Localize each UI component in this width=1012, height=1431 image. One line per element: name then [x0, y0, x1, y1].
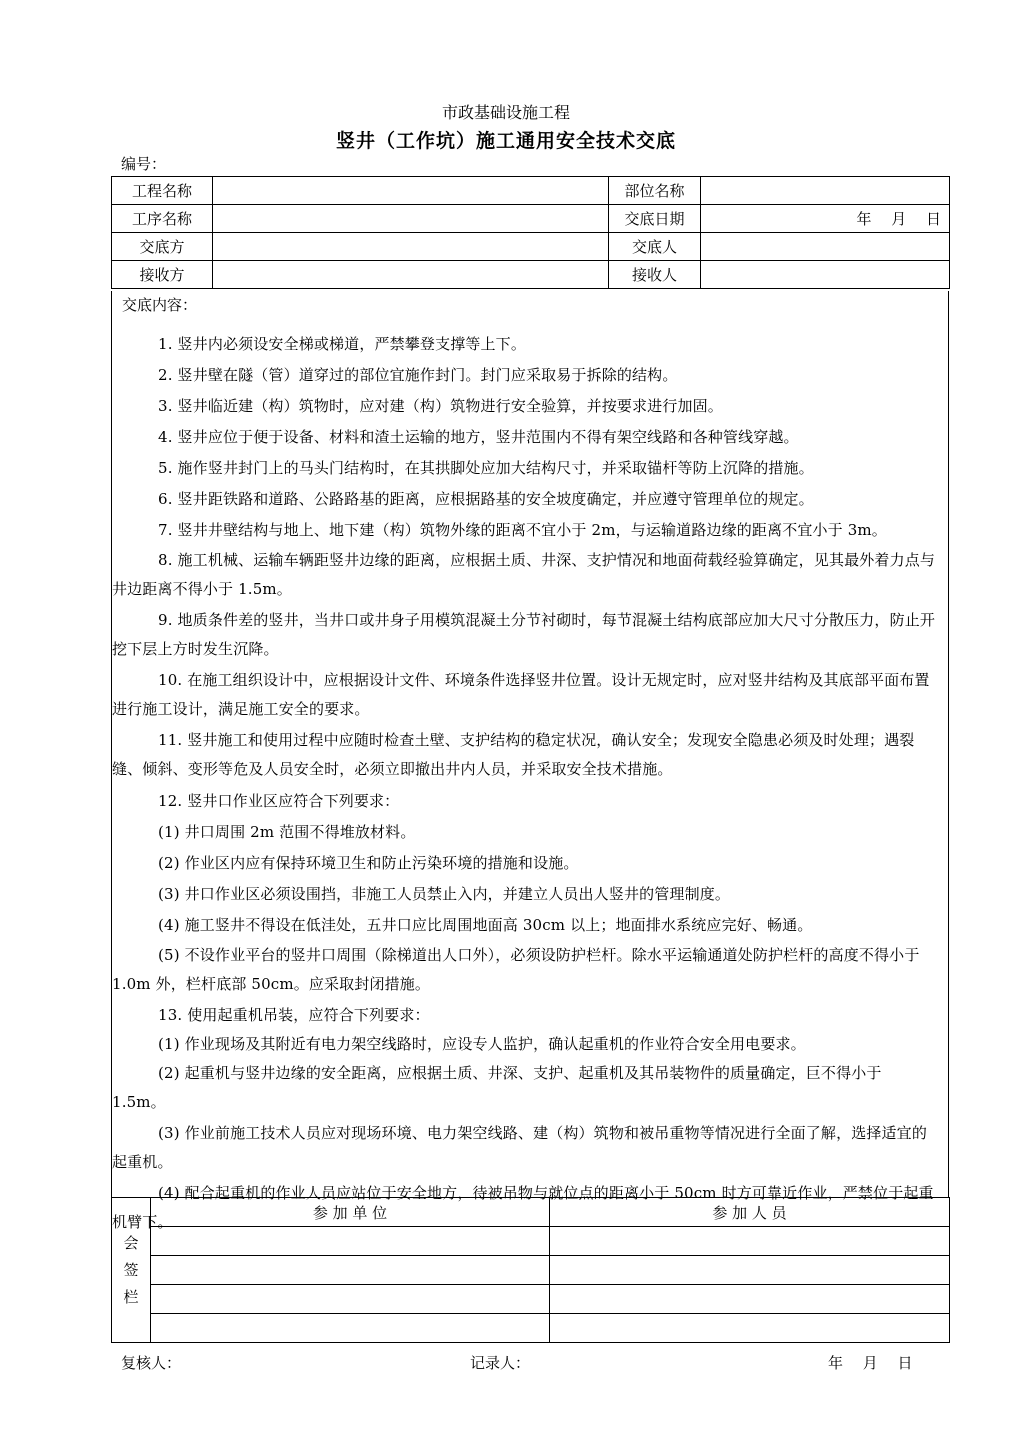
- date-label: 交底日期: [609, 205, 701, 233]
- content-item: 2. 竖井壁在隧（管）道穿过的部位宜施作封门。封门应采取易于拆除的结构。: [158, 366, 678, 384]
- unit-field[interactable]: [151, 1285, 550, 1314]
- sign-side-char: 栏: [123, 1287, 139, 1306]
- content-item: 9. 地质条件差的竖井，当井口或井身子用模筑混凝土分节衬砌时，每节混凝土结构底部应加大尺寸分散压力，防止开挖下层上方时发生沉降。: [112, 611, 936, 658]
- header-row-receiver: [112, 261, 950, 289]
- unit-header: 参 加 单 位: [151, 1198, 550, 1227]
- content-item: 4. 竖井应位于便于设备、材料和渣土运输的地方，竖井范围内不得有架空线路和各种管线穿越。: [158, 428, 799, 446]
- receiver-person-label: 接收人: [609, 261, 701, 289]
- document-subtitle: 市政基础设施工程: [441, 103, 570, 122]
- reviewer-label: 复核人：: [121, 1354, 182, 1372]
- content-item: (1) 作业现场及其附近有电力架空线路时，应设专人监护，确认起重机的作业符合安全用电要求。: [158, 1035, 806, 1053]
- content-item: 13. 使用起重机吊装，应符合下列要求：: [158, 1006, 430, 1024]
- content-item: (5) 不设作业平台的竖井口周围（除梯道出人口外），必须设防护栏杆。除水平运输通道处防护栏杆的高度不得小于 1.0m 外，栏杆底部 50cm。应采取封闭措施。: [112, 946, 920, 993]
- header-row-giver: [112, 233, 950, 261]
- sign-table: [111, 1197, 950, 1343]
- content-item: (2) 作业区内应有保持环境卫生和防止污染环境的措施和设施。: [158, 854, 579, 872]
- person-header: 参 加 人 员: [550, 1198, 950, 1227]
- person-field[interactable]: [550, 1227, 950, 1256]
- sign-row: [112, 1285, 950, 1314]
- giver-party-field[interactable]: [213, 233, 609, 261]
- unit-field[interactable]: [151, 1256, 550, 1285]
- content-item: (1) 井口周围 2m 范围不得堆放材料。: [158, 823, 416, 841]
- content-items: [112, 329, 948, 1239]
- project-name-label: 工程名称: [112, 177, 213, 205]
- sign-header-row: [112, 1198, 950, 1227]
- sign-row: [112, 1256, 950, 1285]
- sign-row: [112, 1314, 950, 1343]
- content-item: (3) 井口作业区必须设围挡，非施工人员禁止入内，并建立人员出人竖井的管理制度。: [158, 885, 731, 903]
- content-item: 1. 竖井内必须设安全梯或梯道，严禁攀登支撑等上下。: [158, 335, 526, 353]
- giver-person-field[interactable]: [701, 233, 950, 261]
- content-item: 12. 竖井口作业区应符合下列要求：: [158, 792, 400, 810]
- content-item: (3) 作业前施工技术人员应对现场环境、电力架空线路、建（构）筑物和被吊重物等情况进行全面了解，选择适宜的起重机。: [112, 1124, 927, 1171]
- receiver-party-label: 接收方: [112, 261, 213, 289]
- unit-field[interactable]: [151, 1227, 550, 1256]
- project-name-field[interactable]: [213, 177, 609, 205]
- person-field[interactable]: [550, 1314, 950, 1343]
- content-item: (4) 施工竖井不得设在低洼处，五井口应比周围地面高 30cm 以上；地面排水系统应完好、畅通。: [158, 916, 813, 934]
- part-name-field[interactable]: [701, 177, 950, 205]
- content-item: 10. 在施工组织设计中，应根据设计文件、环境条件选择竖井位置。设计无规定时，应对竖井结构及其底部平面布置进行施工设计，满足施工安全的要求。: [112, 671, 930, 718]
- content-item: 3. 竖井临近建（构）筑物时，应对建（构）筑物进行安全验算，并按要求进行加固。: [158, 397, 723, 415]
- content-item: 6. 竖井距铁路和道路、公路路基的距离，应根据路基的安全坡度确定，并应遵守管理单位的规定。: [158, 490, 814, 508]
- receiver-party-field[interactable]: [213, 261, 609, 289]
- sign-row: [112, 1227, 950, 1256]
- process-name-field[interactable]: [213, 205, 609, 233]
- header-row-project: [112, 177, 950, 205]
- content-item: 11. 竖井施工和使用过程中应随时检查土壁、支护结构的稳定状况，确认安全；发现安全隐患必须及时处理；遇裂缝、倾斜、变形等危及人员安全时，必须立即撤出井内人员，并采取安全技术措施。: [112, 731, 915, 778]
- header-row-process: [112, 205, 950, 233]
- giver-person-label: 交底人: [609, 233, 701, 261]
- date-field[interactable]: 年 月 日: [701, 205, 950, 233]
- content-item: 7. 竖井井壁结构与地上、地下建（构）筑物外缘的距离不宜小于 2m，与运输道路边缘的距离不宜小于 3m。: [158, 521, 887, 539]
- unit-field[interactable]: [151, 1314, 550, 1343]
- content-item: (4) 配合起重机的作业人员应站位于安全地方，待被吊物与就位点的距离小于 50cm 时方可靠近作业，严禁位于起重机臂下。: [112, 1184, 934, 1231]
- number-label: 编号：: [121, 155, 167, 173]
- content-item: (2) 起重机与竖井边缘的安全距离，应根据土质、井深、支护、起重机及其吊装物件的质量确定，巨不得小于 1.5m。: [112, 1064, 882, 1111]
- header-table: [111, 176, 950, 289]
- sign-side-char: 会: [123, 1233, 139, 1252]
- receiver-person-field[interactable]: [701, 261, 950, 289]
- content-item: 5. 施作竖井封门上的马头门结构时，在其拱脚处应加大结构尺寸，并采取锚杆等防上沉降的措施。: [158, 459, 814, 477]
- content-item: 8. 施工机械、运输车辆距竖井边缘的距离，应根据土质、井深、支护情况和地面荷载经验算确定，见其最外着力点与井边距离不得小于 1.5m。: [112, 551, 936, 598]
- process-name-label: 工序名称: [112, 205, 213, 233]
- sign-side-label: [112, 1198, 151, 1343]
- document-title: 竖井（工作坑）施工通用安全技术交底: [335, 130, 676, 152]
- part-name-label: 部位名称: [609, 177, 701, 205]
- footer-date: 年 月 日: [828, 1354, 913, 1372]
- content-label: 交底内容：: [122, 296, 198, 314]
- person-field[interactable]: [550, 1285, 950, 1314]
- person-field[interactable]: [550, 1256, 950, 1285]
- recorder-label: 记录人：: [470, 1354, 531, 1372]
- sign-side-char: 签: [123, 1260, 139, 1279]
- giver-party-label: 交底方: [112, 233, 213, 261]
